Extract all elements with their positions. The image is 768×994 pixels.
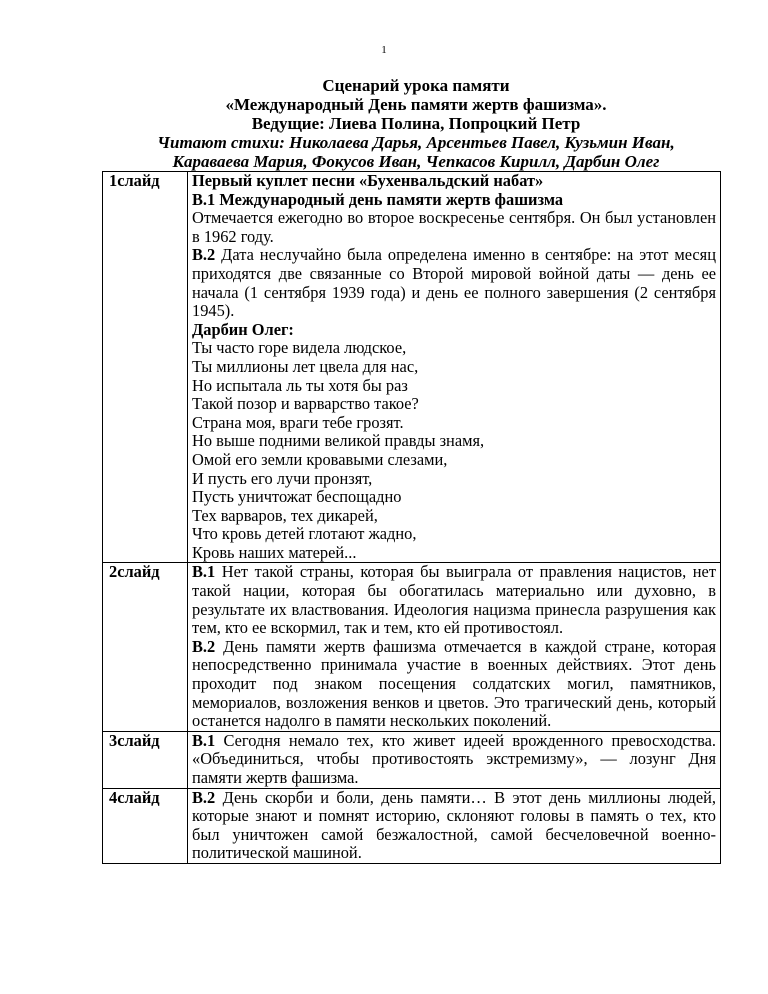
table-row xyxy=(103,731,721,788)
slide-content xyxy=(188,563,721,731)
slide-label: 4слайд xyxy=(103,788,188,863)
poem-line: Ты миллионы лет цвела для нас, xyxy=(192,356,419,376)
v2-label: В.2 xyxy=(192,245,216,265)
readers-line-1: Читают стихи: Николаева Дарья, Арсентьев Павел, Кузьмин Иван, xyxy=(157,133,675,152)
poem-line: Тех варваров, тех дикарей, xyxy=(192,505,378,525)
v1-text: Отмечается ежегодно во второе воскресенье сентября. Он был установлен в 1962 году. xyxy=(192,208,716,246)
v1-label: В.1 xyxy=(192,730,216,750)
hosts-line: Ведущие: Лиева Полина, Попроцкий Петр xyxy=(251,114,581,133)
poem-line: Омой его земли кровавыми слезами, xyxy=(192,449,448,469)
table-row xyxy=(103,172,721,563)
v1-text: Нет такой страны, которая бы выиграла от правления нацистов, нет такой нации, которая бы обогатилась материально или духовно, в результате их властвования. Идеология нацизма принесла разрушения как тем, кто ее вскормил, так и тем, кто ей противостоял. xyxy=(192,562,716,638)
slide-content xyxy=(188,172,721,563)
v2-text: День скорби и боли, день памяти… В этот день миллионы людей, которые знают и помнят историю, склоняют головы в память о тех, кто был уничтожен самой безжалостной, самой бесчеловечной военно-политической машиной. xyxy=(192,787,716,863)
v2-paragraph xyxy=(192,789,716,863)
document-header xyxy=(96,76,736,171)
poem-line: Ты часто горе видела людское, xyxy=(192,338,407,358)
slide-content xyxy=(188,731,721,788)
slide-label: 1слайд xyxy=(103,172,188,563)
v1-label: В.1 xyxy=(192,562,216,582)
v1-paragraph xyxy=(192,732,716,788)
poem-line: И пусть его лучи пронзят, xyxy=(192,468,373,488)
song-line: Первый куплет песни «Бухенвальдский набат» xyxy=(192,171,544,190)
poem-line: Такой позор и варварство такое? xyxy=(192,394,419,414)
poem-line: Пусть уничтожат беспощадно xyxy=(192,487,402,507)
poem xyxy=(192,339,716,562)
document-subtitle: «Международный День памяти жертв фашизма». xyxy=(225,95,607,114)
slide-label: 3слайд xyxy=(103,731,188,788)
v2-paragraph xyxy=(192,246,716,320)
document-title: Сценарий урока памяти xyxy=(322,76,510,95)
table-row xyxy=(103,788,721,863)
readers-line-2: Караваева Мария, Фокусов Иван, Чепкасов Кирилл, Дарбин Олег xyxy=(172,152,660,171)
v2-paragraph xyxy=(192,638,716,731)
v1-paragraph xyxy=(192,563,716,637)
v2-label: В.2 xyxy=(192,636,216,656)
poem-line: Кровь наших матерей... xyxy=(192,542,357,562)
slide-label: 2слайд xyxy=(103,563,188,731)
script-table xyxy=(102,171,721,864)
poem-line: Страна моя, враги тебе грозят. xyxy=(192,412,404,432)
table-row xyxy=(103,563,721,731)
v2-text: Дата неслучайно была определена именно в сентябре: на этот месяц приходятся две связанные со Второй мировой войной даты — день ее начала (1 сентября 1939 года) и день ее полного завершения (2 сентября 1945). xyxy=(192,245,716,321)
poet-name: Дарбин Олег: xyxy=(192,319,294,339)
page-number: 1 xyxy=(381,44,387,56)
v1-text: Сегодня немало тех, кто живет идеей врожденного превосходства. «Объединиться, чтобы противостоять экстремизму», — лозунг Дня памяти жертв фашизма. xyxy=(192,730,716,787)
v2-text: День памяти жертв фашизма отмечается в каждой стране, которая непосредственно принимала участие в военных действиях. Этот день проходит под знаком посещения солдатских могил, памятников, мемориалов, возложения венков и цветов. Это трагический день, который останется надолго в памяти нескольких поколений. xyxy=(192,636,716,731)
poem-line: Но выше подними великой правды знамя, xyxy=(192,431,485,451)
poem-line: Но испытала ль ты хотя бы раз xyxy=(192,375,408,395)
v1-heading: В.1 Международный день памяти жертв фашизма xyxy=(192,189,564,209)
poem-line: Что кровь детей глотают жадно, xyxy=(192,524,417,544)
slide-content xyxy=(188,788,721,863)
v2-label: В.2 xyxy=(192,787,216,807)
